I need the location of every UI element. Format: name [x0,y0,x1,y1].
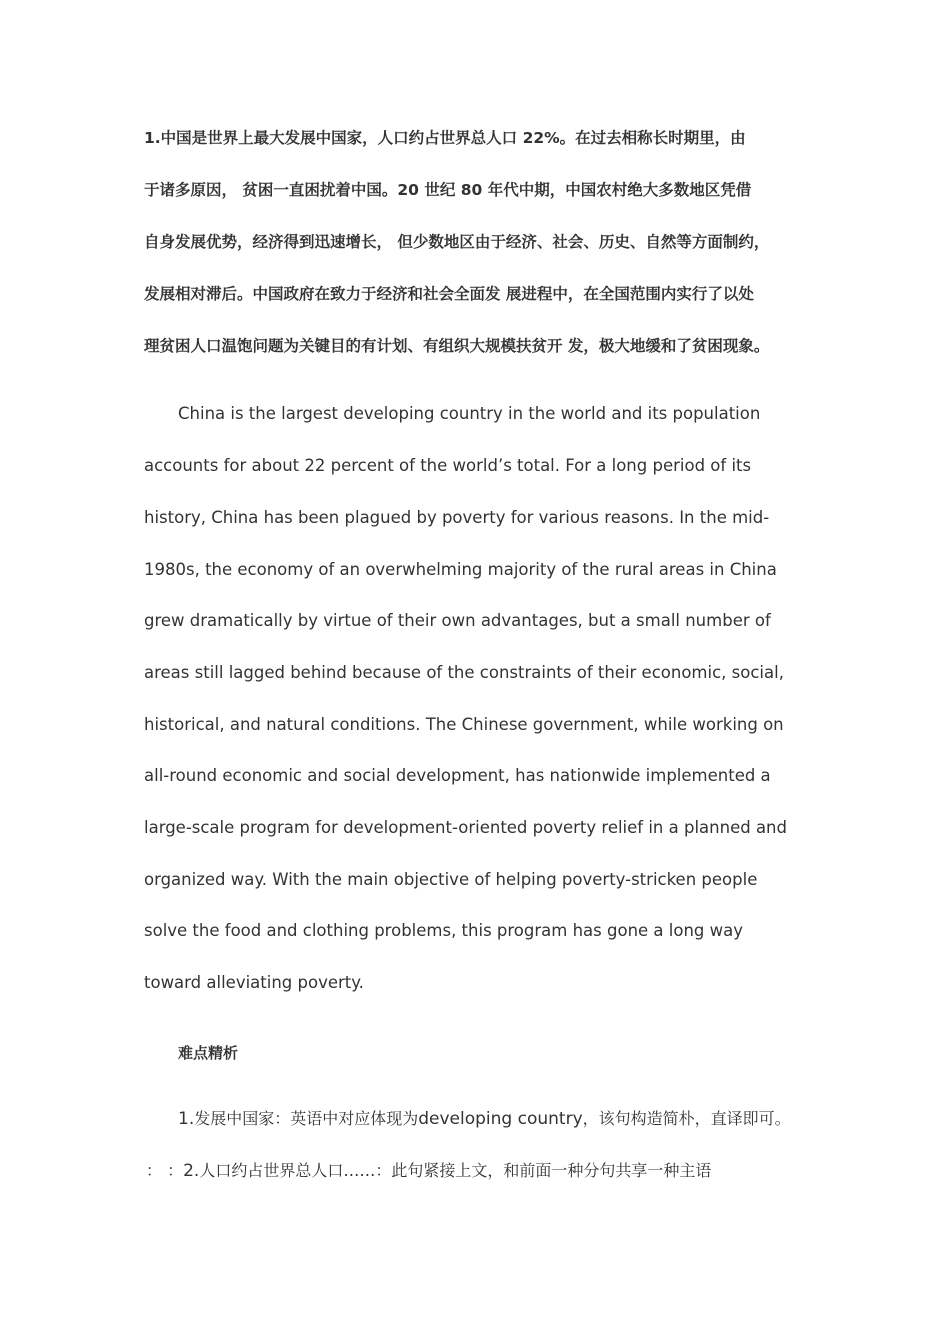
english-line-11: solve the food and clothing problems, this program has gone a long way [144,921,744,940]
notes-heading: 难点精析 [178,1044,239,1062]
note-2-prefix: ： ： [146,1161,184,1180]
chinese-line-4: 发展相对滞后。中国政府在致力于经济和社会全面发 展进程中，在全国范围内实行了以处 [144,285,754,303]
english-line-9: large-scale program for development-oriented poverty relief in a planned and [144,818,787,837]
english-line-7: historical, and natural conditions. The Chinese government, while working on [144,715,784,734]
english-line-8: all-round economic and social development, has nationwide implemented a [144,766,771,785]
english-line-3: history, China has been plagued by poverty for various reasons. In the mid- [144,508,770,527]
english-line-2: accounts for about 22 percent of the world’s total. For a long period of its [144,456,752,475]
english-line-1: China is the largest developing country in the world and its population [178,404,761,423]
chinese-line-3: 自身发展优势，经济得到迅速增长， 但少数地区由于经济、社会、历史、自然等方面制约， [144,233,770,251]
note-1-rest: ，该句构造简朴，直译即可。 [582,1109,791,1128]
chinese-line-5: 理贫困人口温饱问题为关键目的有计划、有组织大规模扶贫开 发，极大地缓和了贫困现象。 [144,337,770,355]
chinese-line-1: 1.中国是世界上最大发展中国家，人口约占世界总人口 22%。在过去相称长时期里，由 [144,129,746,147]
note-2-number: 2. [183,1161,200,1181]
english-line-12: toward alleviating poverty. [144,973,364,992]
english-line-10: organized way. With the main objective of helping poverty-stricken people [144,870,758,889]
note-2-text: 人口约占世界总人口……：此句紧接上文，和前面一种分句共享一种主语 [199,1161,712,1180]
english-line-4: 1980s, the economy of an overwhelming majority of the rural areas in China [144,560,777,579]
note-1 [178,1106,791,1129]
chinese-line-2: 于诸多原因， 贫困一直困扰着中国。20 世纪 80 年代中期，中国农村绝大多数地区凭借 [144,181,752,199]
note-1-number: 1. [178,1109,195,1129]
note-1-english: developing country [418,1109,583,1129]
english-line-5: grew dramatically by virtue of their own advantages, but a small number of [144,611,771,630]
note-2 [146,1158,711,1181]
note-1-term: 发展中国家：英语中对应体现为 [194,1109,419,1128]
english-line-6: areas still lagged behind because of the constraints of their economic, social, [144,663,784,682]
